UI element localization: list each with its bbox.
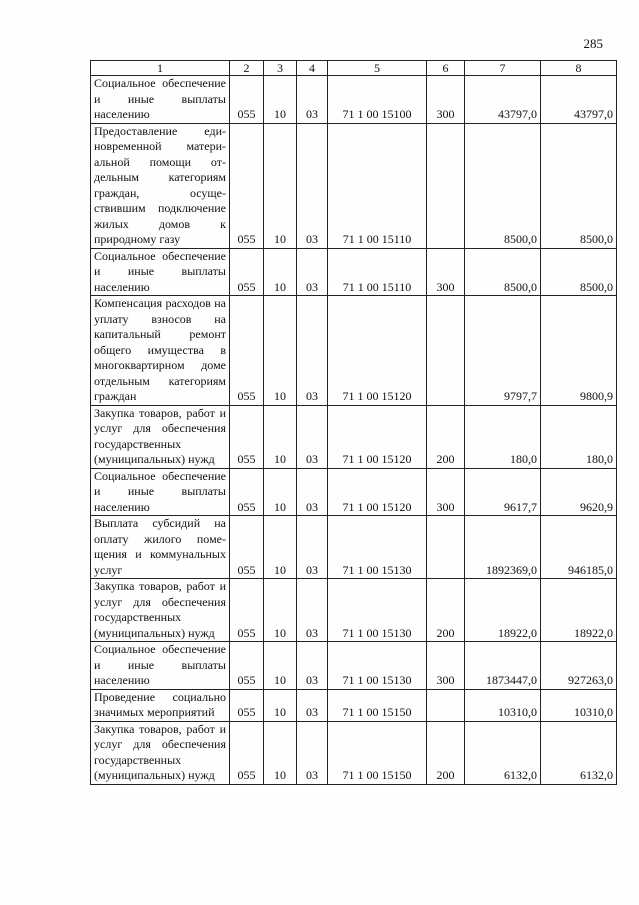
subsection-cell: 03 [297,468,328,516]
expense-type-cell: 300 [427,468,465,516]
table-row [91,689,617,721]
ministry-code-cell: 055 [230,405,264,468]
subsection-cell: 03 [297,642,328,690]
section-cell: 10 [264,689,297,721]
item-name-cell: Закупка товаров, работ и услуг для обеспечения государственных (муниципальных) нужд [91,579,230,642]
section-cell: 10 [264,516,297,579]
header-cell: 8 [541,61,617,76]
amount-year2-cell: 946185,0 [541,516,617,579]
header-cell: 7 [465,61,541,76]
subsection-cell: 03 [297,579,328,642]
header-cell: 5 [328,61,427,76]
amount-year1-cell: 18922,0 [465,579,541,642]
subsection-cell: 03 [297,721,328,784]
subsection-cell: 03 [297,123,328,248]
ministry-code-cell: 055 [230,516,264,579]
expense-type-cell: 300 [427,248,465,296]
expense-type-cell: 300 [427,76,465,124]
header-cell: 6 [427,61,465,76]
table-row [91,468,617,516]
amount-year2-cell: 9620,9 [541,468,617,516]
section-cell: 10 [264,642,297,690]
item-name-cell: Закупка товаров, работ и услуг для обеспечения государственных (муниципальных) нужд [91,721,230,784]
amount-year1-cell: 9797,7 [465,296,541,406]
expense-type-cell [427,123,465,248]
amount-year2-cell: 9800,9 [541,296,617,406]
target-article-cell: 71 1 00 15100 [328,76,427,124]
section-cell: 10 [264,468,297,516]
target-article-cell: 71 1 00 15120 [328,468,427,516]
ministry-code-cell: 055 [230,296,264,406]
amount-year1-cell: 10310,0 [465,689,541,721]
target-article-cell: 71 1 00 15110 [328,123,427,248]
table-row [91,76,617,124]
table-row [91,123,617,248]
ministry-code-cell: 055 [230,642,264,690]
amount-year2-cell: 8500,0 [541,123,617,248]
amount-year1-cell: 1892369,0 [465,516,541,579]
amount-year2-cell: 43797,0 [541,76,617,124]
ministry-code-cell: 055 [230,579,264,642]
amount-year1-cell: 43797,0 [465,76,541,124]
expense-type-cell: 300 [427,642,465,690]
target-article-cell: 71 1 00 15120 [328,405,427,468]
item-name-cell: Выплата субсидий на оплату жилого помещения и коммунальных услуг [91,516,230,579]
section-cell: 10 [264,76,297,124]
target-article-cell: 71 1 00 15150 [328,721,427,784]
ministry-code-cell: 055 [230,248,264,296]
subsection-cell: 03 [297,689,328,721]
item-name-cell: Социальное обеспечение и иные выплаты населению [91,468,230,516]
amount-year1-cell: 8500,0 [465,248,541,296]
item-name-cell: Социальное обеспечение и иные выплаты населению [91,248,230,296]
subsection-cell: 03 [297,76,328,124]
item-name-cell: Закупка товаров, работ и услуг для обеспечения государственных (муниципальных) нужд [91,405,230,468]
item-name-cell: Социальное обеспечение и иные выплаты населению [91,642,230,690]
section-cell: 10 [264,296,297,406]
amount-year1-cell: 6132,0 [465,721,541,784]
section-cell: 10 [264,248,297,296]
expense-type-cell: 200 [427,405,465,468]
table-row [91,516,617,579]
header-cell: 1 [91,61,230,76]
expense-type-cell [427,296,465,406]
target-article-cell: 71 1 00 15130 [328,516,427,579]
table-row [91,405,617,468]
target-article-cell: 71 1 00 15110 [328,248,427,296]
ministry-code-cell: 055 [230,721,264,784]
amount-year2-cell: 6132,0 [541,721,617,784]
section-cell: 10 [264,721,297,784]
header-cell: 4 [297,61,328,76]
subsection-cell: 03 [297,248,328,296]
expense-type-cell [427,689,465,721]
amount-year2-cell: 10310,0 [541,689,617,721]
item-name-cell: Проведение социально значимых мероприятий [91,689,230,721]
table-row [91,642,617,690]
amount-year1-cell: 9617,7 [465,468,541,516]
expense-type-cell [427,516,465,579]
ministry-code-cell: 055 [230,468,264,516]
amount-year2-cell: 180,0 [541,405,617,468]
amount-year2-cell: 8500,0 [541,248,617,296]
amount-year1-cell: 180,0 [465,405,541,468]
subsection-cell: 03 [297,516,328,579]
amount-year1-cell: 8500,0 [465,123,541,248]
subsection-cell: 03 [297,296,328,406]
amount-year2-cell: 927263,0 [541,642,617,690]
header-cell: 3 [264,61,297,76]
target-article-cell: 71 1 00 15120 [328,296,427,406]
item-name-cell: Компенсация расходов на уплату взносов на капитальный ремонт общего имущества в многоквартирном доме отдельным категориям граждан [91,296,230,406]
table-row [91,248,617,296]
section-cell: 10 [264,405,297,468]
ministry-code-cell: 055 [230,123,264,248]
expense-type-cell: 200 [427,579,465,642]
target-article-cell: 71 1 00 15130 [328,642,427,690]
item-name-cell: Социальное обеспечение и иные выплаты населению [91,76,230,124]
subsection-cell: 03 [297,405,328,468]
ministry-code-cell: 055 [230,689,264,721]
expense-type-cell: 200 [427,721,465,784]
table-row [91,721,617,784]
amount-year1-cell: 1873447,0 [465,642,541,690]
section-cell: 10 [264,123,297,248]
amount-year2-cell: 18922,0 [541,579,617,642]
target-article-cell: 71 1 00 15130 [328,579,427,642]
header-row [91,61,617,76]
table-row [91,296,617,406]
table-row [91,579,617,642]
ministry-code-cell: 055 [230,76,264,124]
section-cell: 10 [264,579,297,642]
target-article-cell: 71 1 00 15150 [328,689,427,721]
header-cell: 2 [230,61,264,76]
page-number: 285 [583,36,603,51]
budget-table [90,60,617,785]
item-name-cell: Предоставление единовременной материальной помощи отдельным категориям граждан, осуществившим подключение жилых домов к природному газу [91,123,230,248]
